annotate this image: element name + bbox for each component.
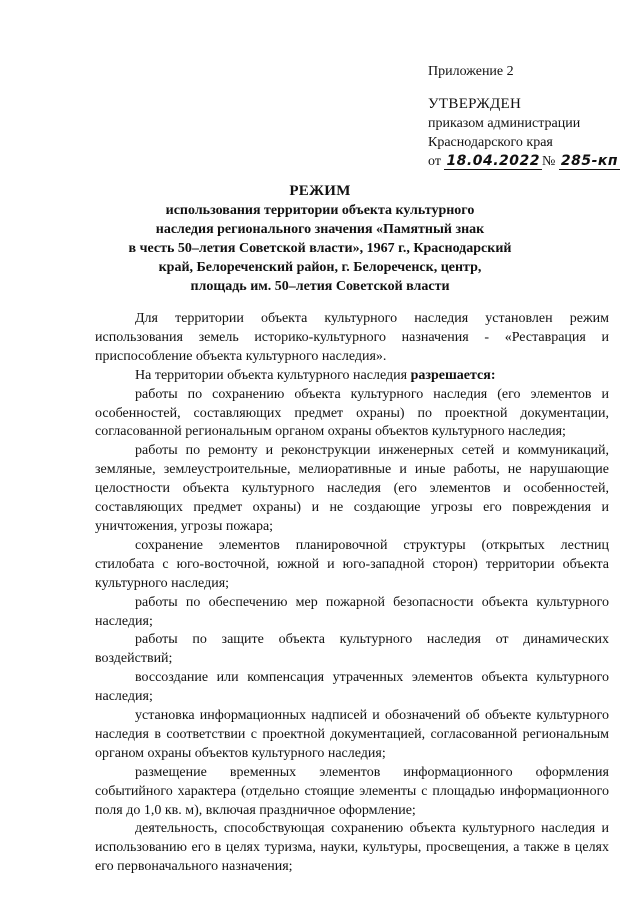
allowed-heading [95, 367, 609, 386]
order-line: приказом администрации [428, 116, 581, 131]
approval-block [428, 62, 633, 171]
list-item: установка информационных надписей и обозначений об объекте культурного наследия в соответствии с проектной документацией, согласованной региональным органом охраны объектов культурного наследия; [95, 708, 609, 761]
allowed-lead: На территории объекта культурного наследия [135, 367, 411, 383]
title-line: использования территории объекта культурного [165, 203, 475, 218]
list-item: работы по обеспечению мер пожарной безопасности объекта культурного наследия; [95, 594, 609, 629]
authority-line: Краснодарского края [428, 135, 553, 150]
list-item: работы по сохранению объекта культурного наследия (его элементов и особенностей, составляющих предмет охраны) по проектной документации, согласованной региональным органом охраны объектов культурного наследия; [95, 386, 609, 440]
title-line: край, Белореченский район, г. Белореченск, центр, [158, 260, 482, 275]
title-line: в честь 50–летия Советской власти», 1967 г., Краснодарский [128, 241, 512, 256]
document-body [95, 310, 609, 877]
handwritten-number: 285-кп [560, 153, 619, 169]
number-label: № [542, 154, 556, 169]
handwritten-date: 18.04.2022 [446, 153, 541, 169]
title-line: площадь им. 50–летия Советской власти [190, 279, 450, 294]
document-title [100, 182, 540, 296]
list-item: работы по ремонту и реконструкции инженерных сетей и коммуникаций, земляные, землеустроительные, мелиоративные и иные работы, не нарушающие целостности объекта культурного наследия (его элементов и особенностей, составляющих предмет охраны) и не создающие угрозы его повреждения и уничтожения, угрозы пожара; [95, 443, 609, 534]
appendix-label: Приложение 2 [428, 64, 514, 79]
from-label: от [428, 154, 441, 169]
list-item: работы по защите объекта культурного наследия от динамических воздействий; [95, 632, 609, 667]
list-item: сохранение элементов планировочной структуры (открытых лестниц стилобата с юго-восточной, южной и юго-западной сторон) территории объекта культурного наследия; [95, 537, 609, 591]
title-line: наследия регионального значения «Памятный знак [155, 222, 485, 237]
list-item: размещение временных элементов информационного оформления событийного характера (отдельно стоящие элементы с площадью информационного поля до 1,0 кв. м), включая праздничное оформление; [95, 764, 609, 818]
title-heading: РЕЖИМ [289, 183, 351, 199]
approved-label: УТВЕРЖДЕН [428, 96, 522, 112]
list-item: деятельность, способствующая сохранению объекта культурного наследия и использованию его в целях туризма, науки, культуры, просвещения, а также в целях его первоначального назначения; [95, 821, 609, 875]
allowed-emphasis: разрешается: [410, 367, 496, 383]
list-item: воссоздание или компенсация утраченных элементов объекта культурного наследия; [95, 670, 609, 705]
date-number-line [428, 152, 633, 171]
intro-paragraph: Для территории объекта культурного наследия установлен режим использования земель историко-культурного назначения - «Реставрация и приспособление объекта культурного наследия». [95, 311, 609, 364]
